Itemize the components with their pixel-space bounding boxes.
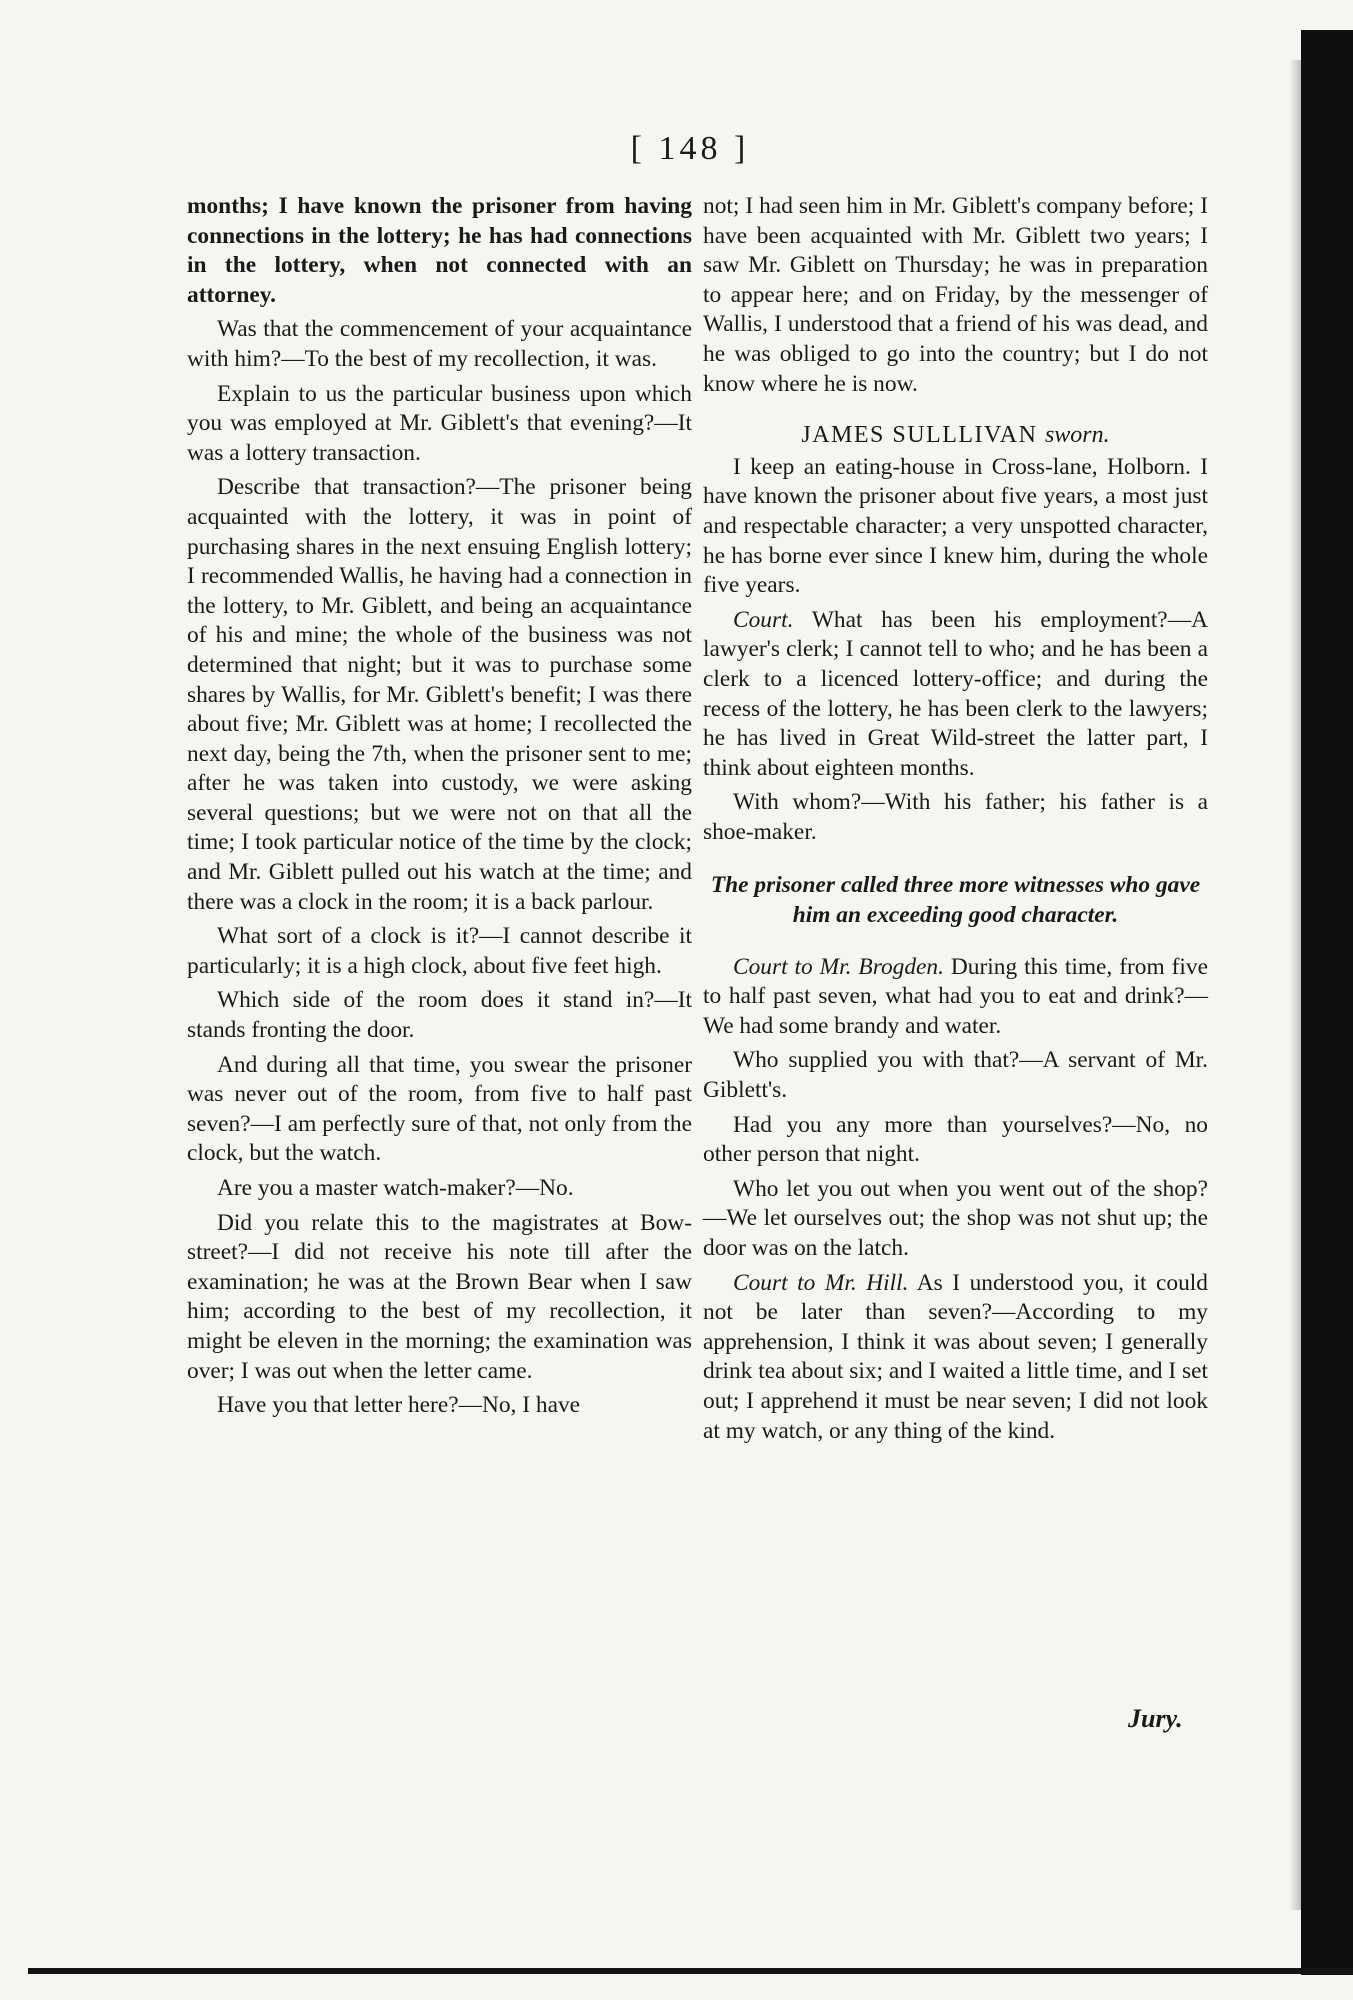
paragraph: [703, 1269, 1208, 1447]
paragraph: months; I have known the prisoner from having connections in the lottery; he has had connections in the lottery, when not connected with an attorney.: [187, 193, 692, 308]
paragraph: Which side of the room does it stand in?—It stands fronting the door.: [187, 987, 692, 1044]
paragraph: Have you that letter here?—No, I have: [217, 1392, 581, 1419]
paragraph: Are you a master watch-maker?—No.: [217, 1175, 574, 1201]
paragraph: Was that the commencement of your acquaintance with him?—To the best of my recollection, it was.: [187, 316, 692, 372]
paragraph: Did you relate this to the magistrates at Bow-street?—I did not receive his note till after the examination; he was at the Brown Bear when I saw him; according to the best of my recollection, it might be eleven in the morning; the examination was over; I was out when the letter came.: [187, 1209, 692, 1384]
page-number: [ 148 ]: [630, 130, 750, 167]
paragraph-text: During this time, from five to half past seven, what had you to eat and drink?—We had some brandy and water.: [703, 953, 1208, 1039]
paragraph: I keep an eating-house in Cross-lane, Holborn. I have known the prisoner about five years, a most just and respectable character; a very unspotted character, he has borne ever since I knew him, during the whole five years.: [703, 453, 1208, 599]
speaker-label: Court.: [733, 606, 794, 633]
paragraph: Explain to us the particular business upon which you was employed at Mr. Giblett's that evening?—It was a lottery transaction.: [187, 380, 692, 466]
paragraph: Had you any more than yourselves?—No, no other person that night.: [703, 1111, 1208, 1168]
witness-name: JAMES SULLLIVAN: [801, 422, 1038, 449]
paragraph: [703, 953, 1208, 1042]
book-spine-shadow: [1301, 30, 1353, 1975]
speaker-label: Court to Mr. Brogden.: [733, 953, 944, 980]
paragraph: Describe that transaction?—The prisoner being acquainted with the lottery, it was in point of purchasing shares in the next ensuing English lottery; I recommended Wallis, he having had a connection in the lottery, to Mr. Giblett, and being an acquaintance of his and mine; the whole of the business was not determined that night; but it was to purchase some shares by Wallis, for Mr. Giblett's benefit; I was there about five; Mr. Giblett was at home; I recollected the next day, being the 7th, when the prisoner sent to me; after he was taken into custody, we were asking several questions; but we were not on that all the time; I took particular notice of the time by the clock; and Mr. Giblett pulled out his watch at the time; and there was a clock in the room; it is a back parlour.: [187, 474, 692, 915]
page-edge-shadow: [1289, 60, 1301, 1910]
paragraph: not; I had seen him in Mr. Giblett's company before; I have been acquainted with Mr. Giblett two years; I saw Mr. Giblett on Thursday; he was in preparation to appear here; and on Friday, by the messenger of Wallis, I understood that a friend of his was dead, and he was obliged to go into the country; but I do not know where he is now.: [703, 193, 1208, 397]
left-column: [187, 192, 692, 1426]
catchword: Jury.: [1128, 1704, 1183, 1733]
speaker-label: Court to Mr. Hill.: [733, 1269, 909, 1296]
paragraph: Who let you out when you went out of the shop?—We let ourselves out; the shop was not shut up; the door was on the latch.: [703, 1175, 1208, 1261]
paragraph: [703, 606, 1208, 784]
bottom-border: [28, 1968, 1353, 1974]
paragraph: Who supplied you with that?—A servant of Mr. Giblett's.: [703, 1047, 1208, 1104]
witness-heading: [703, 421, 1208, 451]
paragraph-text: What has been his employment?—A lawyer's clerk; I cannot tell to who; and he has been a clerk to a licenced lottery-office; and during the recess of the lottery, he has been clerk to the lawyers; he has lived in Great Wild-street the latter part, I think about eighteen months.: [703, 606, 1208, 781]
paragraph-text: As I understood you, it could not be later than seven?—According to my apprehension, I think it was about seven; I generally drink tea about six; and I waited a little time, and I set out; I apprehend it must be near seven; I did not look at my watch, or any thing of the kind.: [703, 1269, 1208, 1444]
witness-sworn: sworn.: [1044, 422, 1110, 449]
editorial-note: The prisoner called three more witnesses who gave him an exceeding good character.: [710, 872, 1201, 929]
right-column: [703, 192, 1208, 1451]
paragraph: And during all that time, you swear the prisoner was never out of the room, from five to half past seven?—I am perfectly sure of that, not only from the clock, but the watch.: [187, 1051, 692, 1167]
paragraph: What sort of a clock is it?—I cannot describe it particularly; it is a high clock, about five feet high.: [187, 923, 692, 979]
paragraph: With whom?—With his father; his father is a shoe-maker.: [703, 789, 1208, 845]
